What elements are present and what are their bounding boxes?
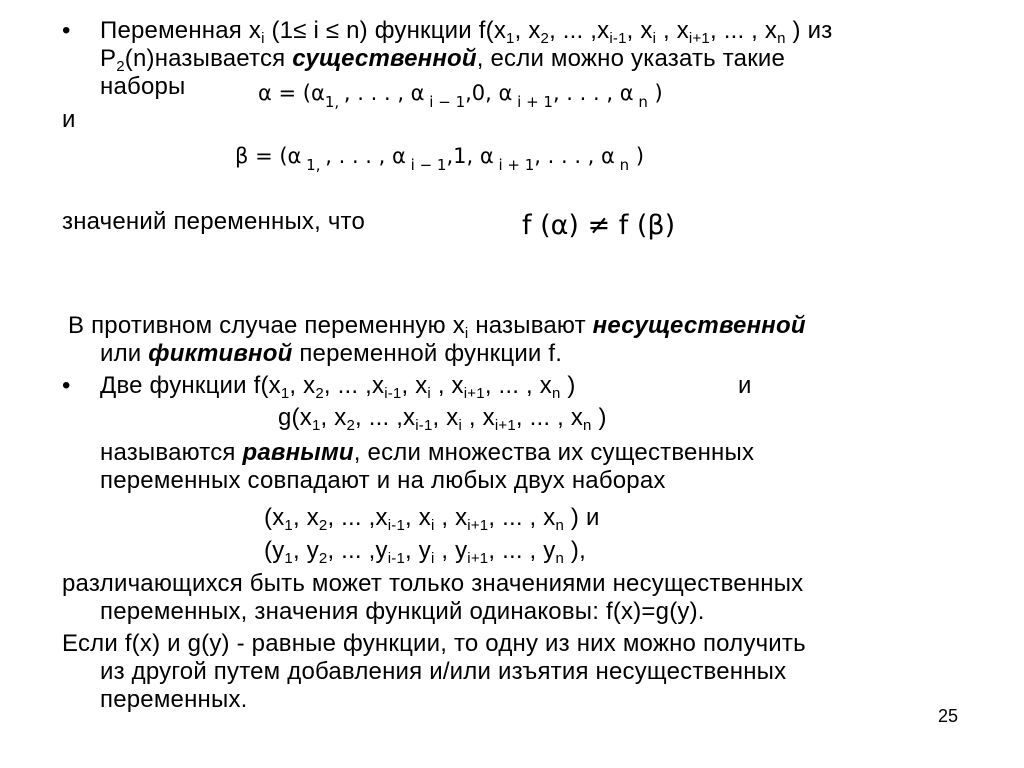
p3-and: и xyxy=(738,372,752,399)
p1-line-2: $P_2(n)называется$ существенной, если можно указать такие xyxy=(100,45,786,75)
p1-line-3: наборы xyxy=(100,73,186,100)
and-word: и xyxy=(62,106,76,133)
p2-line-2: или фиктивной переменной функции f. xyxy=(100,340,563,367)
term-equal: равными xyxy=(242,439,354,466)
alpha-formula: $\alpha = (\alpha_{1,}$ , . . . , α $_{i - 1}$,0, α $_{i + 1}$, . . . , α $_n$ ) xyxy=(258,81,663,111)
page-number: 25 xyxy=(938,706,959,726)
p4-line-2: переменных, значения функций одинаковы: f(x)=g(y). xyxy=(100,598,705,625)
beta-formula: β = (α $_{1,}$ , . . . , α $_{i - 1}$,1, α $_{i + 1}$, . . . , α $_n$ ) xyxy=(235,144,645,174)
term-essential: существенной xyxy=(292,45,477,72)
bullet-2: • xyxy=(62,372,71,399)
p4-line-1: различающихся быть может только значениями несущественных xyxy=(62,570,804,597)
p1-line-1: Переменная $x_i$ (1≤ i ≤ n) функции $f(x_1$, $x_2$, ... $,x_{i-1}$, $x_i$ , $x_{i+1}$, ... , $x_n$ ) из xyxy=(100,17,833,47)
inequality-formula: f (α) ≠ f (β) xyxy=(522,210,676,241)
p2-line-1: В противном случае переменную $x_i$ называют несущественной xyxy=(68,312,806,342)
p5-line-1: Если f(x) и g(y) - равные функции, то одну из них можно получить xyxy=(62,630,806,657)
p3-y-set: ($y_1$, $y_2$, ... $,y_{i-1}$, $y_i$ , $y_{i+1}$, ... , $y_n$ ), xyxy=(264,537,586,567)
p3-x-set: ($x_1$, $x_2$, ... $,x_{i-1}$, $x_i$ , $x_{i+1}$, ... , $x_n$ ) и xyxy=(264,504,600,534)
p3-line-1: Две функции $f(x_1$, $x_2$, ... $,x_{i-1}$, $x_i$ , $x_{i+1}$, ... , $x_n$ ) xyxy=(100,372,576,402)
values-text: значений переменных, что xyxy=(62,208,366,235)
p3-line-4: переменных совпадают и на любых двух наборах xyxy=(100,467,666,494)
term-fictitious: фиктивной xyxy=(148,340,293,367)
term-inessential: несущественной xyxy=(592,312,806,339)
p3-g-function: $g(x_1$, $x_2$, ... $,x_{i-1}$, $x_i$ , $x_{i+1}$, ... , $x_n$ ) xyxy=(278,404,607,434)
p5-line-2: из другой путем добавления и/или изъятия несущественных xyxy=(100,658,787,685)
bullet-1: • xyxy=(62,17,71,44)
p5-line-3: переменных. xyxy=(100,686,248,713)
p3-line-3: называются равными, если множества их существенных xyxy=(100,439,755,466)
